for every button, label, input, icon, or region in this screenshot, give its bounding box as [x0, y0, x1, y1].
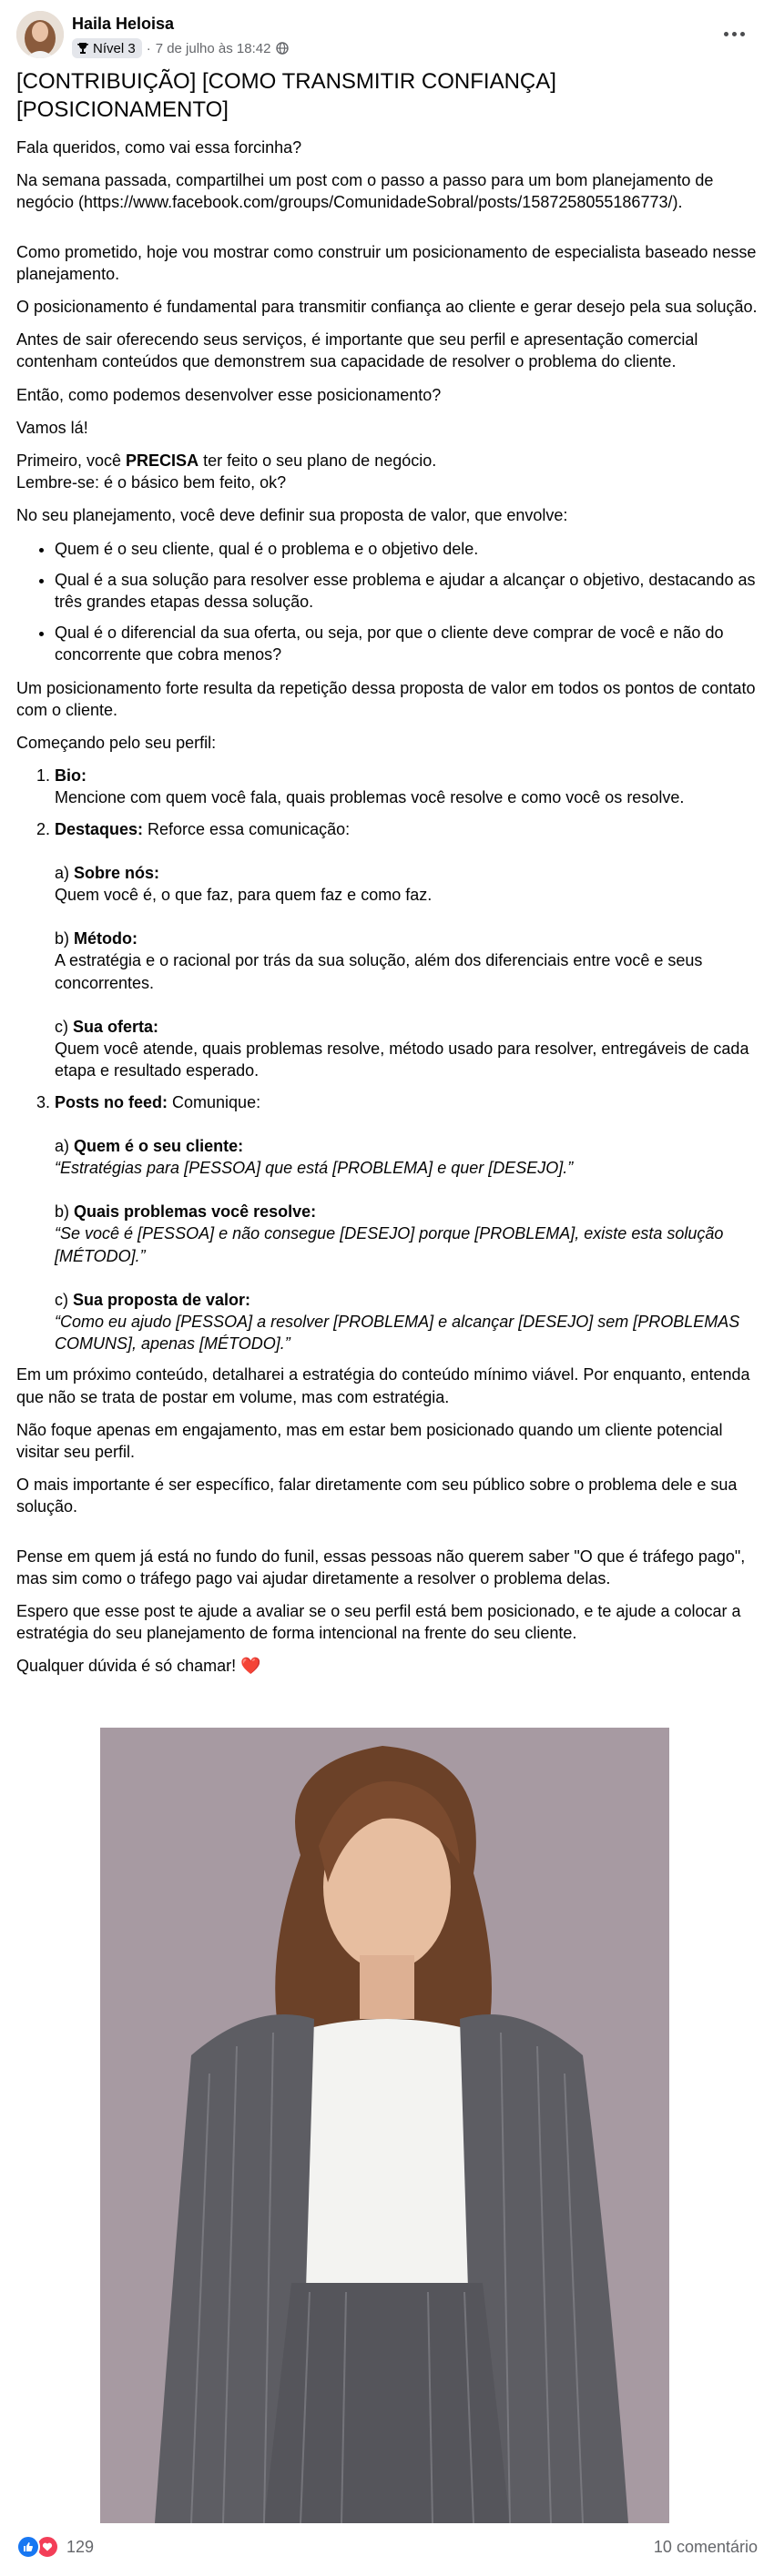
paragraph: Começando pelo seu perfil: [16, 734, 217, 753]
sub-item-label: Sua oferta: [73, 1017, 159, 1036]
paragraph: Antes de sair oferecendo seus serviços, é importante que seu perfil e apresentação comercial contenham conteúdos que demonstrem sua capacidade de resolver o problema do cliente. [16, 330, 698, 371]
paragraph: Em um próximo conteúdo, detalharei a estratégia do conteúdo mínimo viável. Por enquanto, entenda que não se trata de postar em volume, mas com estratégia. [16, 1365, 750, 1406]
list-item-label: Posts no feed: [55, 1092, 168, 1111]
paragraph: Espero que esse post te ajude a avaliar se o seu perfil está bem posicionado, e te ajude a colocar a estratégia do seu planejamento de forma intencional na frente do seu cliente. [16, 1601, 741, 1643]
member-level-badge[interactable] [72, 38, 142, 58]
profile-steps-list [16, 765, 758, 1354]
paragraph: O mais importante é ser específico, falar diretamente com seu público sobre o problema dele e sua solução. [16, 1476, 738, 1516]
paragraph: Fala queridos, como vai essa forcinha? [16, 138, 302, 157]
like-icon [16, 2535, 40, 2559]
trophy-icon [76, 42, 89, 55]
sub-item-prefix: a) [55, 1136, 75, 1155]
paragraph: Então, como podemos desenvolver esse posicionamento? [16, 385, 442, 404]
reaction-count: 129 [66, 2537, 95, 2556]
sub-item-sua-oferta [55, 1016, 758, 1082]
paragraph [16, 450, 758, 493]
post-content [16, 67, 758, 1689]
sub-item-quote: “Como eu ajudo [PESSOA] a resolver [PROBLEMA] e alcançar [DESEJO] sem [PROBLEMAS COMUNS], apenas [MÉTODO].” [55, 1312, 740, 1354]
text-span: Lembre-se: é o básico bem feito, ok? [16, 473, 287, 492]
sub-item-metodo [55, 928, 758, 994]
post-header [16, 11, 758, 69]
meta-separator: · [146, 40, 151, 56]
post-meta [72, 36, 289, 60]
post-timestamp[interactable]: 7 de julho às 18:42 [155, 40, 271, 56]
reaction-summary[interactable] [16, 2535, 94, 2559]
list-item-bio [55, 765, 758, 808]
list-item: • Quem é o seu cliente, qual é o problema e o objetivo dele. [55, 538, 758, 560]
sub-item-label: Quem é o seu cliente: [74, 1136, 244, 1155]
paragraph-with-link: Na semana passada, compartilhei um post com o passo a passo para um bom planejamento de negócio (https://www.facebook.com/groups/ComunidadeSobral/posts/1587258055186773/). [16, 171, 714, 212]
sub-item-prefix: c) [55, 1017, 73, 1036]
sub-item-text: Quem você é, o que faz, para quem faz e como faz. [55, 886, 433, 905]
list-item-text: Comunique: [168, 1092, 261, 1111]
heart-emoji: ❤️ [240, 1657, 261, 1676]
sub-item-text: Quem você atende, quais problemas resolve, método usado para resolver, entregáveis de cada etapa e resultado esperado. [55, 1040, 749, 1080]
more-options-icon [724, 32, 728, 36]
author-name[interactable]: Haila Heloisa [72, 15, 175, 33]
sub-item-prefix: b) [55, 929, 75, 948]
more-options-button[interactable] [716, 20, 752, 47]
list-item-label: Bio: [55, 766, 87, 786]
sub-item-quote: “Se você é [PESSOA] e não consegue [DESEJO] porque [PROBLEMA], existe esta solução [MÉTODO].” [55, 1224, 724, 1265]
text-span: ter feito o seu plano de negócio. [199, 451, 437, 471]
emphasis-text: PRECISA [126, 451, 199, 471]
paragraph: No seu planejamento, você deve definir sua proposta de valor, que envolve: [16, 506, 568, 525]
sub-item-prefix: b) [55, 1202, 75, 1222]
sub-item-problemas [55, 1201, 758, 1267]
sub-item-prefix: c) [55, 1290, 73, 1309]
sub-item-label: Quais problemas você resolve: [74, 1202, 317, 1222]
list-item: • Qual é a sua solução para resolver esse problema e ajudar a alcançar o objetivo, destacando as três grandes etapas dessa solução. [55, 569, 758, 613]
post-footer [16, 2530, 758, 2563]
sub-item-quem-e-cliente [55, 1135, 758, 1179]
avatar[interactable] [16, 11, 64, 58]
post-photo[interactable] [0, 1728, 774, 2523]
sub-item-sobre-nos [55, 862, 758, 906]
sub-item-label: Sua proposta de valor: [73, 1290, 251, 1309]
paragraph: Vamos lá! [16, 418, 88, 437]
woman-portrait-image [0, 1728, 774, 2523]
list-item-text: Reforce essa comunicação: [143, 819, 351, 838]
sub-item-text: A estratégia e o racional por trás da sua solução, além dos diferenciais entre você e seus concorrentes. [55, 951, 703, 992]
paragraph: Pense em quem já está no fundo do funil, essas pessoas não querem saber "O que é tráfego pago", mas sim como o tráfego pago vai ajudar diretamente a resolver o problema delas. [16, 1547, 746, 1587]
text-span: Qualquer dúvida é só chamar! [16, 1657, 237, 1676]
list-item: • Qual é o diferencial da sua oferta, ou seja, por que o cliente deve comprar de você e não do concorrente que cobra menos? [55, 622, 758, 665]
comment-count-link[interactable]: 10 comentário [653, 2537, 758, 2556]
list-item-text: Mencione com quem você fala, quais problemas você resolve e como você os resolve. [55, 788, 685, 807]
globe-icon [276, 42, 289, 55]
text-span: Primeiro, você [16, 451, 127, 471]
list-item-label: Destaques: [55, 819, 144, 838]
avatar-image [16, 11, 64, 58]
paragraph: Um posicionamento forte resulta da repetição dessa proposta de valor em todos os pontos de contato com o cliente. [16, 678, 756, 719]
post-title: [CONTRIBUIÇÃO] [COMO TRANSMITIR CONFIANÇA] [POSICIONAMENTO] [16, 69, 556, 122]
list-item-destaques [55, 818, 758, 1082]
list-item-posts-feed [55, 1091, 758, 1355]
sub-item-label: Sobre nós: [74, 863, 160, 882]
sub-item-prefix: a) [55, 863, 75, 882]
sub-item-quote: “Estratégias para [PESSOA] que está [PROBLEMA] e quer [DESEJO].” [55, 1158, 574, 1177]
sub-item-proposta-valor [55, 1289, 758, 1355]
paragraph [16, 1655, 758, 1677]
paragraph: Não foque apenas em engajamento, mas em estar bem posicionado quando um cliente potencial visitar seu perfil. [16, 1420, 723, 1461]
paragraph: Como prometido, hoje vou mostrar como construir um posicionamento de especialista baseado nesse planejamento. [16, 242, 757, 283]
paragraph: O posicionamento é fundamental para transmitir confiança ao cliente e gerar desejo pela sua solução. [16, 298, 758, 317]
member-level-label: Nível 3 [93, 40, 136, 56]
sub-item-label: Método: [74, 929, 137, 948]
value-proposition-list [16, 538, 758, 666]
